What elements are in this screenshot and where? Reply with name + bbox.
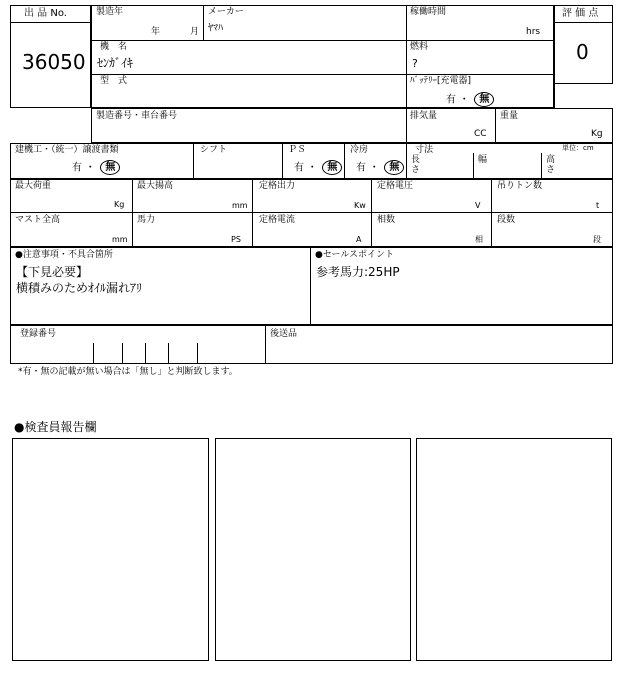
serial-label: 製造番号・車台番号 bbox=[96, 111, 178, 121]
model-name-label: 機 名 bbox=[100, 42, 128, 52]
caution-line-1: 【下見必要】 bbox=[16, 265, 89, 279]
shift-label: シフト bbox=[200, 145, 228, 155]
phase-unit: 相 bbox=[475, 235, 483, 244]
battery-no-circled: 無 bbox=[474, 92, 494, 107]
cooler-yes-no bbox=[356, 160, 404, 175]
rating-label: 評 価 点 bbox=[562, 8, 599, 19]
rating-value: 0 bbox=[576, 40, 589, 64]
hoist-label: 吊りトン数 bbox=[497, 181, 543, 191]
transfer-label: 建機工・（統一）譲渡書類 bbox=[15, 145, 119, 155]
ps-dot: ・ bbox=[307, 162, 318, 174]
sales-point-text: 参考馬力:25HP bbox=[316, 265, 400, 279]
year-unit: 年 bbox=[151, 27, 161, 37]
year-label: 製造年 bbox=[96, 7, 124, 17]
inspector-panel-1 bbox=[12, 438, 209, 661]
hours-label: 稼働時間 bbox=[410, 7, 447, 17]
shipping-label: 後送品 bbox=[270, 329, 298, 339]
rated-voltage-label: 定格電圧 bbox=[377, 181, 414, 191]
lot-no-value: 36050 bbox=[22, 50, 86, 74]
sales-point-label: ●セールスポイント bbox=[315, 250, 395, 260]
steps-unit: 段 bbox=[593, 235, 601, 244]
battery-yes: 有 bbox=[446, 94, 456, 106]
height-label-2: さ bbox=[546, 165, 556, 175]
horsepower-unit: PS bbox=[231, 235, 241, 244]
dims-label: 寸法 bbox=[415, 145, 434, 155]
rated-voltage-unit: V bbox=[475, 201, 481, 210]
weight-label: 重量 bbox=[500, 111, 519, 121]
cooler-dot: ・ bbox=[369, 162, 380, 174]
width-label: 幅 bbox=[478, 155, 488, 165]
length-label-1: 長 bbox=[411, 155, 421, 165]
max-lift-label: 最大揚高 bbox=[137, 181, 174, 191]
caution-label: ●注意事項・不具合箇所 bbox=[15, 250, 113, 260]
lot-no-label: 出 品 No. bbox=[24, 8, 67, 19]
ps-label: ＰＳ bbox=[288, 145, 307, 155]
fuel-label: 燃料 bbox=[410, 42, 429, 52]
battery-yes-no bbox=[446, 92, 494, 107]
cooler-yes: 有 bbox=[356, 162, 366, 174]
rated-output-unit: Kw bbox=[354, 201, 366, 210]
registration-block bbox=[10, 325, 613, 364]
displacement-unit: CC bbox=[474, 129, 487, 139]
max-load-label: 最大荷重 bbox=[15, 181, 52, 191]
battery-label: ﾊﾞｯﾃﾘｰ[充電器] bbox=[410, 76, 472, 86]
footnote: *有・無の記載が無い場合は「無し」と判断致します。 bbox=[18, 367, 238, 377]
transfer-dot: ・ bbox=[85, 162, 96, 174]
rated-output-label: 定格出力 bbox=[259, 181, 296, 191]
inspector-panel-2 bbox=[215, 438, 411, 661]
weight-unit: Kg bbox=[591, 129, 603, 139]
horsepower-label: 馬力 bbox=[137, 215, 156, 225]
max-load-unit: Kg bbox=[114, 200, 125, 209]
type-label: 型 式 bbox=[100, 76, 128, 86]
rated-current-label: 定格電流 bbox=[259, 215, 296, 225]
fuel-value: ? bbox=[412, 57, 418, 70]
cooler-label: 冷房 bbox=[350, 145, 369, 155]
transfer-yes-no bbox=[72, 160, 120, 175]
maker-value: ﾔﾏﾊ bbox=[208, 23, 223, 34]
battery-dot: ・ bbox=[459, 94, 470, 106]
maker-label: メーカー bbox=[208, 7, 244, 17]
displacement-label: 排気量 bbox=[410, 111, 438, 121]
steps-label: 段数 bbox=[497, 215, 516, 225]
mast-unit: mm bbox=[112, 235, 128, 244]
rated-current-unit: A bbox=[356, 235, 362, 244]
inspector-panel-3 bbox=[416, 438, 612, 661]
phase-label: 相数 bbox=[377, 215, 396, 225]
ps-yes: 有 bbox=[294, 162, 304, 174]
month-unit: 月 bbox=[190, 27, 200, 37]
transfer-yes: 有 bbox=[72, 162, 82, 174]
ps-no-circled: 無 bbox=[322, 160, 342, 175]
hoist-unit: t bbox=[596, 201, 600, 210]
height-label-1: 高 bbox=[546, 155, 556, 165]
model-name-value: ｾﾝｶﾞｲｷ bbox=[97, 56, 134, 70]
caution-line-2: 横積みのためｵｲﾙ漏れｱﾘ bbox=[16, 281, 143, 295]
cooler-no-circled: 無 bbox=[384, 160, 404, 175]
ps-yes-no bbox=[294, 160, 342, 175]
hours-unit: hrs bbox=[526, 27, 541, 37]
mast-label: マスト全高 bbox=[15, 215, 61, 225]
transfer-no-circled: 無 bbox=[100, 160, 120, 175]
dims-unit: 単位：cm bbox=[562, 144, 594, 152]
inspector-label: ●検査員報告欄 bbox=[14, 420, 97, 434]
max-lift-unit: mm bbox=[232, 201, 248, 210]
registration-label: 登録番号 bbox=[20, 329, 57, 339]
length-label-2: さ bbox=[411, 165, 421, 175]
